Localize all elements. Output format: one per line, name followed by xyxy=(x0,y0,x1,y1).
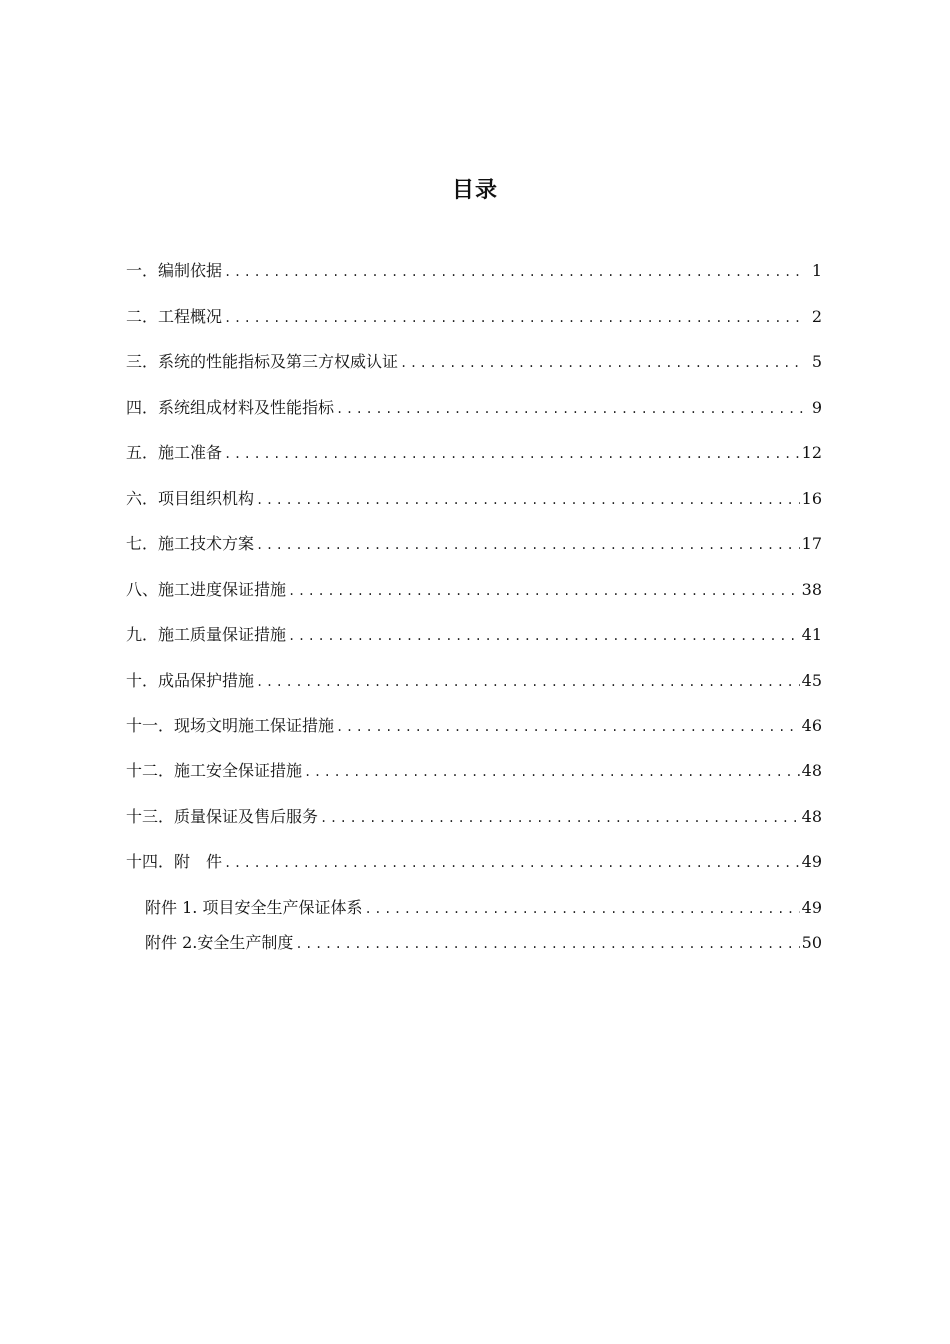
toc-entry-label: 三．系统的性能指标及第三方权威认证 xyxy=(126,352,399,371)
toc-entry-label: 六．项目组织机构 xyxy=(126,489,255,508)
toc-entry-page: 45 xyxy=(801,671,822,690)
toc-entry-page: 49 xyxy=(801,852,822,871)
toc-leader-dots xyxy=(400,351,804,375)
toc-entry[interactable] xyxy=(126,532,822,556)
toc-entry-page: 17 xyxy=(801,534,822,553)
toc-entry[interactable] xyxy=(126,259,822,283)
toc-leader-dots xyxy=(336,397,804,421)
toc-leader-dots xyxy=(224,260,804,284)
toc-leader-dots xyxy=(320,806,800,830)
toc-entry[interactable] xyxy=(126,487,822,511)
toc-entry-label: 附件 1. 项目安全生产保证体系 xyxy=(145,898,363,917)
toc-entry[interactable] xyxy=(126,805,822,829)
toc-entry[interactable] xyxy=(126,396,822,420)
toc-entry-label: 五．施工准备 xyxy=(126,443,223,462)
toc-entry-page: 16 xyxy=(801,489,822,508)
toc-entry[interactable] xyxy=(126,759,822,783)
toc-entry-page: 5 xyxy=(811,352,822,371)
toc-entry-label: 十．成品保护措施 xyxy=(126,671,255,690)
toc-leader-dots xyxy=(304,760,800,784)
toc-leader-dots xyxy=(256,670,800,694)
toc-entry[interactable] xyxy=(126,305,822,329)
page-title: 目录 xyxy=(451,178,498,203)
toc-entry-label: 四．系统组成材料及性能指标 xyxy=(126,398,335,417)
toc-leader-dots xyxy=(224,306,804,330)
toc-entry-label: 一．编制依据 xyxy=(126,261,223,280)
toc-leader-dots xyxy=(256,488,800,512)
toc-entry[interactable] xyxy=(126,669,822,693)
toc-entry-label: 十三．质量保证及售后服务 xyxy=(126,807,319,826)
toc-leader-dots xyxy=(288,624,800,648)
toc-entry-page: 1 xyxy=(811,261,822,280)
toc-entry[interactable] xyxy=(126,714,822,738)
toc-entry[interactable] xyxy=(126,850,822,874)
toc-entry[interactable] xyxy=(126,578,822,602)
toc-entry-page: 50 xyxy=(801,933,822,952)
toc-leader-dots xyxy=(295,932,799,956)
toc-entry[interactable] xyxy=(126,441,822,465)
toc-entry-label: 二．工程概况 xyxy=(126,307,223,326)
toc-leader-dots xyxy=(256,533,800,557)
toc-leader-dots xyxy=(224,442,800,466)
toc-entry-page: 9 xyxy=(811,398,822,417)
toc-leader-dots xyxy=(224,851,800,875)
toc-leader-dots xyxy=(364,897,799,921)
toc-entry-page: 38 xyxy=(801,580,822,599)
toc-entry[interactable] xyxy=(126,350,822,374)
toc-entry[interactable] xyxy=(126,623,822,647)
toc-entry-label: 附件 2.安全生产制度 xyxy=(145,933,294,952)
toc-leader-dots xyxy=(336,715,800,739)
toc-entry-page: 2 xyxy=(811,307,822,326)
toc-entry-label: 十四．附 件 xyxy=(126,852,223,871)
toc-entry-label: 八、施工进度保证措施 xyxy=(126,580,287,599)
toc-leader-dots xyxy=(288,579,800,603)
toc-entry-page: 46 xyxy=(801,716,822,735)
toc-subentry[interactable] xyxy=(145,931,822,955)
toc-entry-page: 41 xyxy=(801,625,822,644)
toc-entry-page: 12 xyxy=(801,443,822,462)
toc-entry-page: 48 xyxy=(801,761,822,780)
toc-subentry[interactable] xyxy=(145,896,822,920)
toc-entry-page: 49 xyxy=(801,898,822,917)
toc-entry-label: 十二．施工安全保证措施 xyxy=(126,761,303,780)
toc-entry-page: 48 xyxy=(801,807,822,826)
toc-entry-label: 十一．现场文明施工保证措施 xyxy=(126,716,335,735)
toc-entry-label: 七．施工技术方案 xyxy=(126,534,255,553)
toc-entry-label: 九．施工质量保证措施 xyxy=(126,625,287,644)
